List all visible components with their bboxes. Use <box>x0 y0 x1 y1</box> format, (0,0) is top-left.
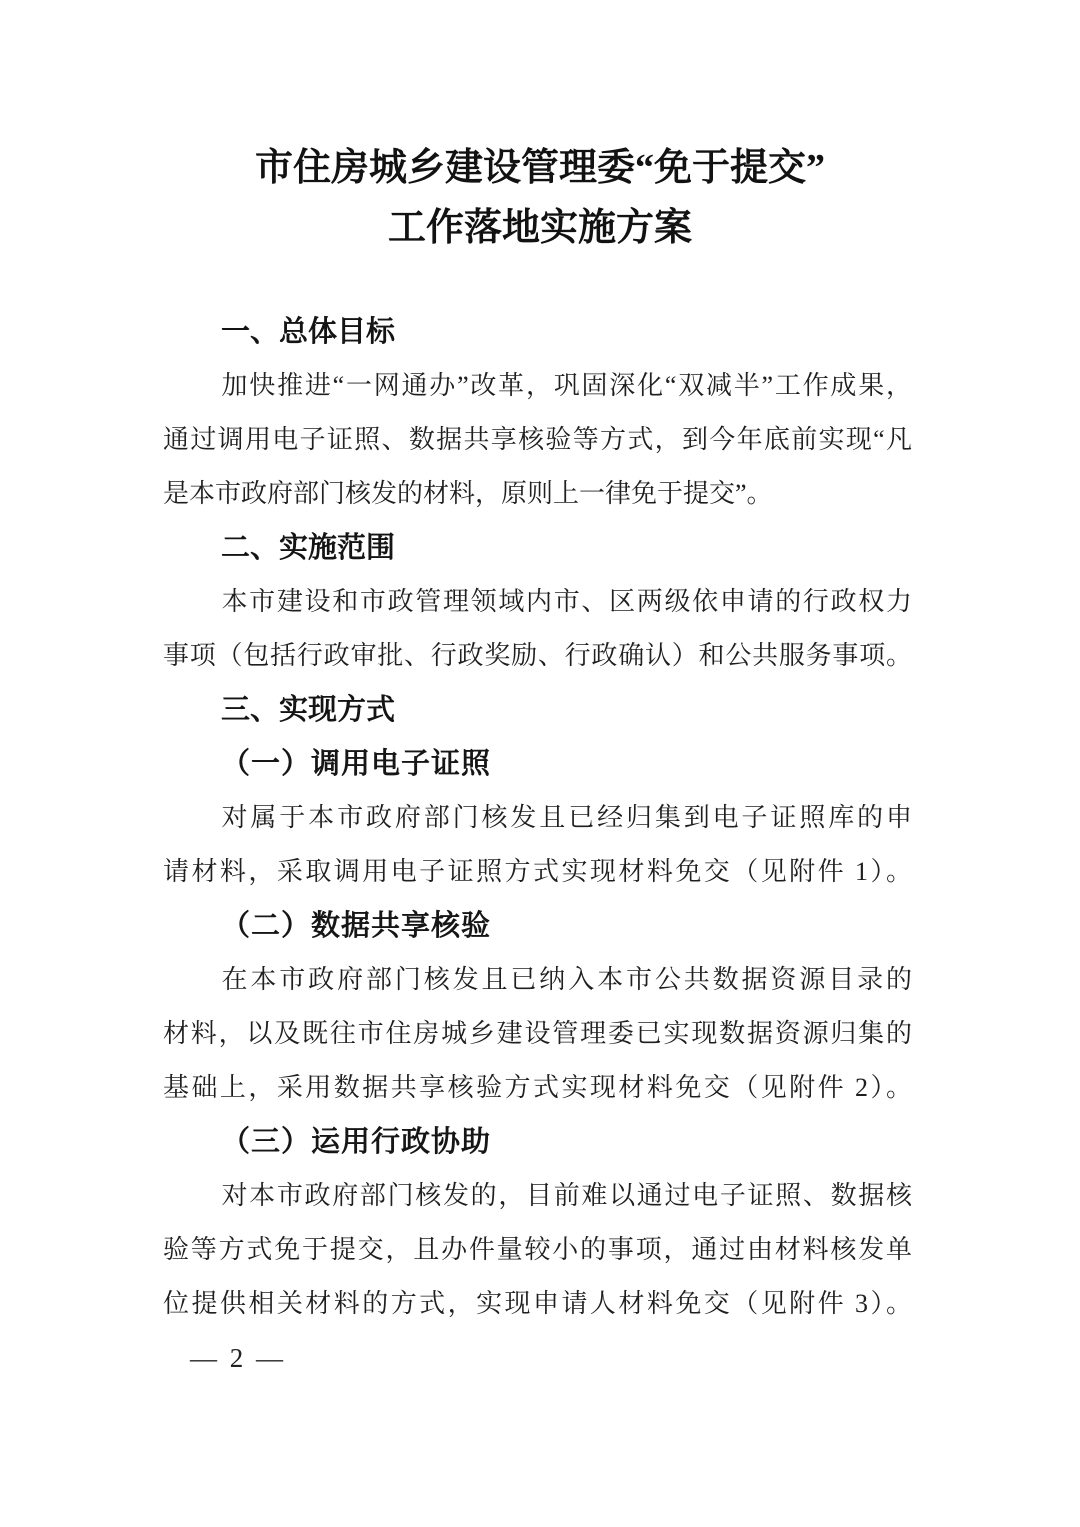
section-heading-realization-methods: 三、实现方式 <box>221 694 396 726</box>
subsection-heading-electronic-license: （一）调用电子证照 <box>221 748 492 780</box>
subsection-heading-data-sharing-verification: （二）数据共享核验 <box>221 910 492 942</box>
paragraph-line: 是本市政府部门核发的材料，原则上一律免于提交”。 <box>163 479 773 508</box>
title-line-2: 工作落地实施方案 <box>387 207 692 249</box>
paragraph-line: 请材料，采取调用电子证照方式实现材料免交（见附件 1）。 <box>163 857 912 886</box>
page-number: — 2 — <box>190 1343 286 1373</box>
paragraph-line: 位提供相关材料的方式，实现申请人材料免交（见附件 3）。 <box>163 1289 912 1318</box>
paragraph-line: 对本市政府部门核发的，目前难以通过电子证照、数据核 <box>221 1181 912 1210</box>
document-body <box>163 305 912 1331</box>
title-line-1: 市住房城乡建设管理委“免于提交” <box>254 147 825 189</box>
paragraph-line: 对属于本市政府部门核发且已经归集到电子证照库的申 <box>221 803 912 832</box>
paragraph-line: 验等方式免于提交，且办件量较小的事项，通过由材料核发单 <box>163 1235 912 1264</box>
document-title <box>120 138 960 258</box>
paragraph-line: 通过调用电子证照、数据共享核验等方式，到今年底前实现“凡 <box>163 425 912 454</box>
paragraph-line: 本市建设和市政管理领域内市、区两级依申请的行政权力 <box>221 587 912 616</box>
paragraph-line: 在本市政府部门核发且已纳入本市公共数据资源目录的 <box>221 965 912 994</box>
paragraph-line: 加快推进“一网通办”改革，巩固深化“双减半”工作成果， <box>221 371 912 400</box>
paragraph-line: 基础上，采用数据共享核验方式实现材料免交（见附件 2）。 <box>163 1073 912 1102</box>
section-heading-implementation-scope: 二、实施范围 <box>221 532 396 564</box>
paragraph-line: 材料，以及既往市住房城乡建设管理委已实现数据资源归集的 <box>163 1019 912 1048</box>
paragraph-line: 事项（包括行政审批、行政奖励、行政确认）和公共服务事项。 <box>163 641 912 670</box>
subsection-heading-administrative-assistance: （三）运用行政协助 <box>221 1126 492 1158</box>
section-heading-overall-goal: 一、总体目标 <box>221 316 396 348</box>
